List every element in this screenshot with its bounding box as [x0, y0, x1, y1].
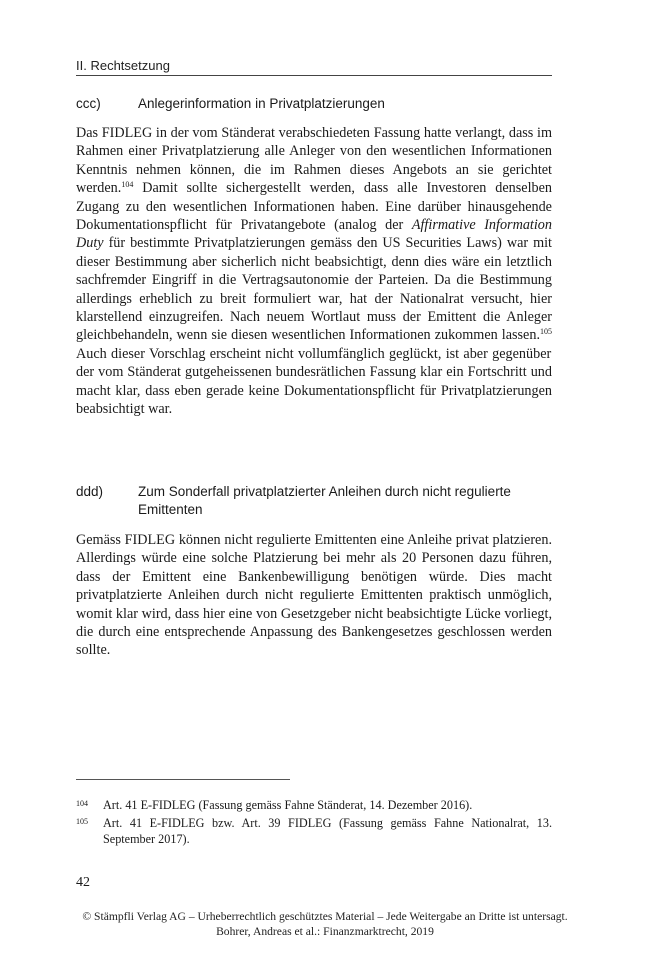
paragraph-text: für bestimmte Privatplatzierungen gemäss den US Securities Laws) war mit dieser Bestimmung aber sicherlich nicht beabsichtigt, denn dies wäre ein letztlich sachfremder Eingriff in die Vertragsautonomie der Parteien. Da die Bestimmung allerdings erheblich zu breit formuliert war, hat der Nationalrat versucht, hier klarstellend einzugreifen. Nach neuem Wortlaut muss der Emittent die Anleger gleichbehandeln, wenn sie diesen wesentlichen Informationen zukommen lassen. — [76, 235, 552, 344]
citation-line: Bohrer, Andreas et al.: Finanzmarktrecht, 2019 — [216, 925, 434, 938]
footnote-ref-104[interactable]: 104 — [121, 180, 134, 190]
section-heading-ccc — [76, 95, 552, 113]
footnote-ref-105[interactable]: 105 — [540, 327, 552, 337]
footnote-divider — [76, 779, 290, 780]
body-paragraph-2: Gemäss FIDLEG können nicht regulierte Emittenten eine Anleihe privat platzieren. Allerdings würde eine solche Platzierung bei mehr als 20 Personen dazu führen, dass der Emittent eine Bankenbewilligung benötigen würde. Dies macht privatplatzierte Anleihen durch nicht regulierte Emittenten praktisch unmöglich, womit klar wird, dass hier eine von Gesetzgeber nicht beabsichtigte Lücke vorliegt, die durch eine entsprechende Anpassung des Bankengesetzes geschlossen werden sollte. — [76, 532, 552, 659]
footnote-text: Art. 41 E-FIDLEG (Fassung gemäss Fahne Ständerat, 14. Dezember 2016). — [103, 798, 473, 812]
page-number: 42 — [76, 875, 90, 890]
copyright-notice — [0, 909, 650, 939]
footnote-104 — [76, 797, 552, 813]
body-paragraph-1 — [76, 124, 552, 419]
section-number: ddd) — [76, 484, 104, 499]
copyright-line: © Stämpfli Verlag AG – Urheberrechtlich geschütztes Material – Jede Weitergabe an Dritte ist untersagt. — [82, 910, 568, 923]
footnote-105 — [76, 815, 552, 847]
italic-term: Affirmative Information Duty — [76, 217, 552, 252]
running-header: II. Rechtsetzung — [76, 58, 552, 76]
paragraph-text: Auch dieser Vorschlag erscheint nicht vollumfänglich geglückt, ist aber gegenüber der vom Ständerat gutgeheissenen bundesrätlichen Fassung klar ein Fortschritt und macht klar, dass eben gerade keine Dokumentationspflicht für Privatplatzierungen beabsichtigt war. — [76, 345, 552, 418]
section-title: Anlegerinformation in Privatplatzierungen — [138, 96, 385, 111]
footnote-number: 104 — [76, 799, 88, 808]
section-title: Zum Sonderfall privatplatzierter Anleihen durch nicht regulierte Emittenten — [138, 484, 511, 517]
paragraph-text: Damit sollte sichergestellt werden, dass alle Investoren denselben Zugang zu den wesentlichen Informationen haben. Eine darüber hinausgehende Dokumentationspflicht für Privatangebote (analog der — [76, 180, 552, 234]
footnote-text: Art. 41 E-FIDLEG bzw. Art. 39 FIDLEG (Fassung gemäss Fahne Nationalrat, 13. September 2017). — [103, 816, 552, 846]
section-number: ccc) — [76, 96, 101, 111]
section-heading-ddd — [76, 483, 552, 519]
paragraph-text: Das FIDLEG in der vom Ständerat verabschiedeten Fassung hatte verlangt, dass im Rahmen einer Privatplatzierung alle Anleger von den wesentlichen Informationen Kenntnis nehmen können, die im Rahmen dieses Angebots an sie gerichtet werden. — [76, 125, 552, 197]
footnote-number: 105 — [76, 817, 88, 826]
